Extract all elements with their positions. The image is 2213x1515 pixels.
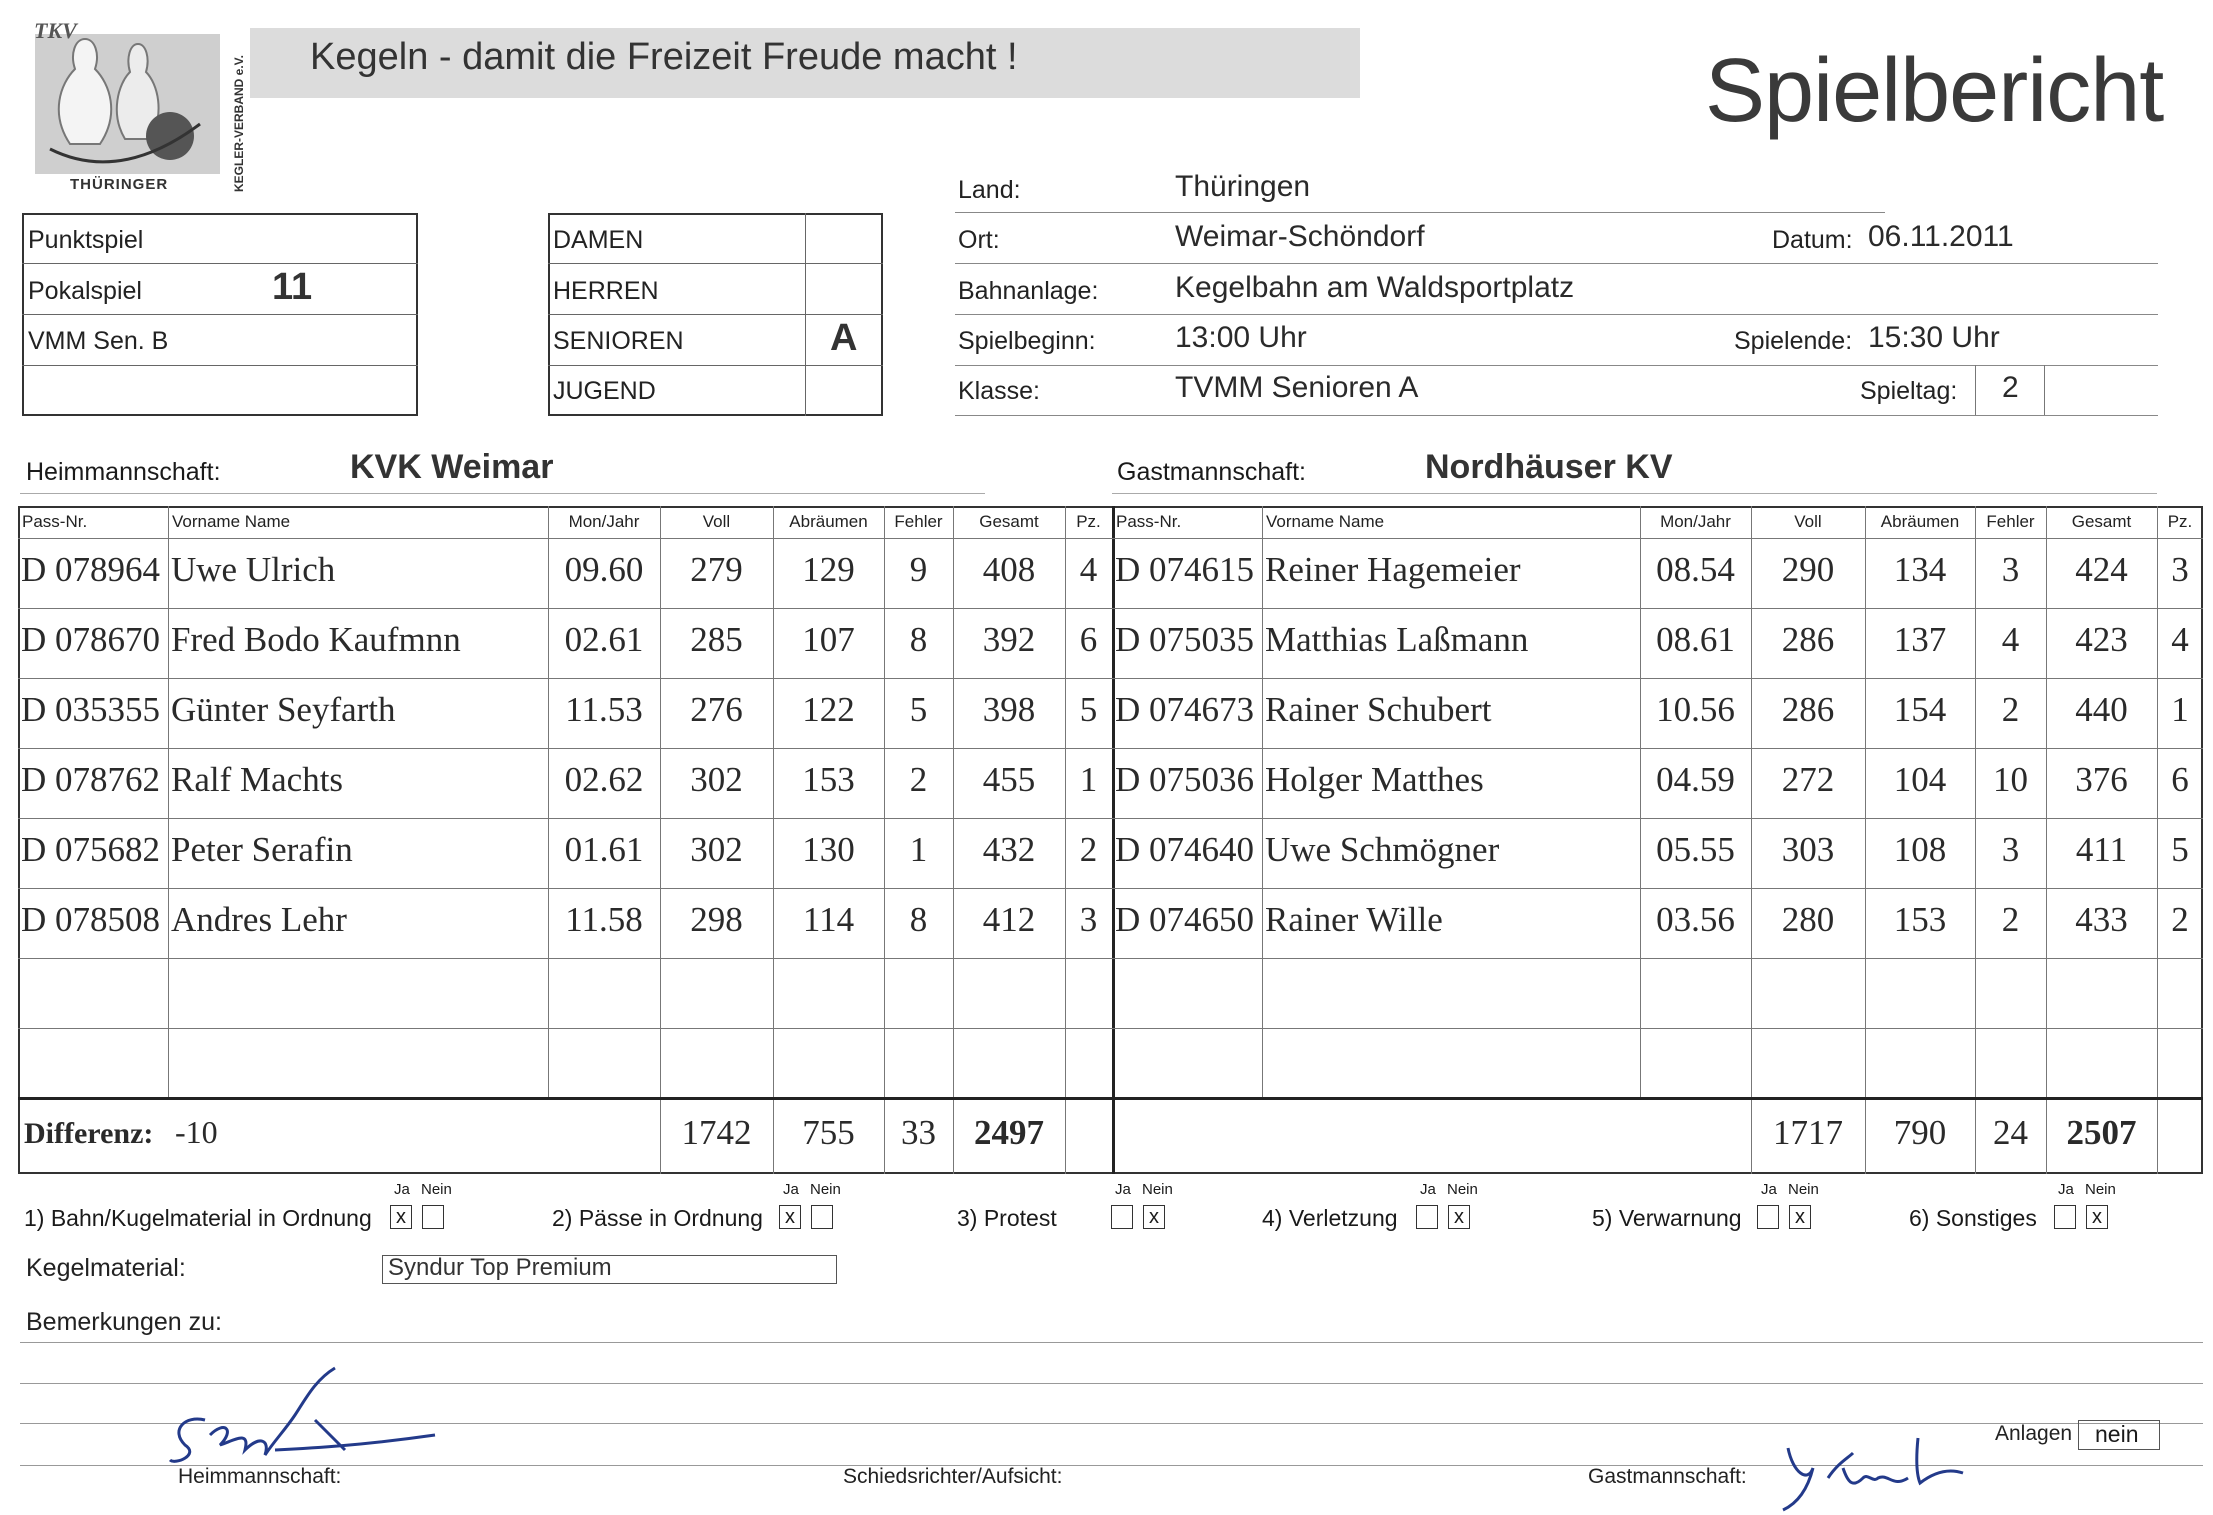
guest-cell-date: 05.55 bbox=[1656, 830, 1735, 869]
ja-label: Ja bbox=[1420, 1181, 1436, 1198]
ja-label: Ja bbox=[783, 1181, 799, 1198]
guest-cell-pz: 6 bbox=[2171, 760, 2189, 799]
guest-cell-name: Matthias Laßmann bbox=[1265, 620, 1529, 659]
home-total-fehler: 33 bbox=[901, 1113, 936, 1152]
guest-cell-ges: 440 bbox=[2075, 690, 2128, 729]
home-cell-pass: D 035355 bbox=[21, 690, 161, 729]
home-signature-label: Heimmannschaft: bbox=[178, 1465, 342, 1488]
home-signature bbox=[165, 1360, 445, 1475]
check-item-label: 3) Protest bbox=[957, 1205, 1057, 1231]
home-cell-ges: 408 bbox=[982, 550, 1036, 589]
home-col-header: Abräumen bbox=[789, 512, 868, 531]
spieltag-label: Spieltag: bbox=[1860, 377, 1958, 405]
home-cell-abr: 130 bbox=[802, 830, 855, 869]
guest-cell-ges: 424 bbox=[2075, 550, 2128, 589]
guest-col-header: Abräumen bbox=[1880, 512, 1960, 531]
guest-col-header: Gesamt bbox=[2071, 512, 2132, 531]
punktspiel-label: Punktspiel bbox=[28, 226, 144, 254]
guest-cell-abr: 153 bbox=[1893, 900, 1947, 939]
bahnanlage-label: Bahnanlage: bbox=[958, 277, 1099, 305]
home-cell-voll: 279 bbox=[690, 550, 743, 589]
vmm-label: VMM Sen. B bbox=[28, 327, 169, 355]
spielbeginn-value: 13:00 Uhr bbox=[1175, 321, 1307, 354]
ja-label: Ja bbox=[2058, 1181, 2074, 1198]
home-cell-date: 09.60 bbox=[564, 550, 644, 589]
home-cell-abr: 107 bbox=[802, 620, 855, 659]
ja-label: Ja bbox=[1115, 1181, 1131, 1198]
tkv-logo bbox=[30, 18, 250, 196]
home-cell-ges: 412 bbox=[982, 900, 1036, 939]
guest-cell-fehler: 3 bbox=[2001, 550, 2020, 589]
table-line bbox=[18, 538, 2203, 539]
guest-col-header: Fehler bbox=[1986, 512, 2035, 531]
guest-cell-name: Rainer Wille bbox=[1265, 900, 1443, 939]
home-col-header: Pz. bbox=[1076, 512, 1101, 531]
nein-label: Nein bbox=[810, 1181, 841, 1198]
guest-cell-pass: D 075035 bbox=[1115, 620, 1255, 659]
home-cell-abr: 114 bbox=[802, 900, 855, 939]
guest-cell-abr: 104 bbox=[1893, 760, 1947, 799]
home-col-header: Mon/Jahr bbox=[568, 512, 640, 531]
guest-cell-voll: 290 bbox=[1781, 550, 1835, 589]
senioren-value: A bbox=[830, 317, 858, 359]
check-item-label: 5) Verwarnung bbox=[1592, 1205, 1742, 1231]
guest-cell-pz: 5 bbox=[2171, 830, 2189, 869]
ort-label: Ort: bbox=[958, 226, 1000, 254]
guest-cell-ges: 433 bbox=[2075, 900, 2128, 939]
table-line bbox=[1262, 506, 1263, 1097]
home-cell-voll: 276 bbox=[690, 690, 743, 729]
table-line bbox=[18, 748, 2203, 749]
ja-label: Ja bbox=[394, 1181, 410, 1198]
home-cell-ges: 455 bbox=[982, 760, 1036, 799]
klasse-value: TVMM Senioren A bbox=[1175, 371, 1419, 404]
guest-cell-name: Holger Matthes bbox=[1265, 760, 1484, 799]
checkbox-ja[interactable] bbox=[1416, 1205, 1438, 1229]
home-cell-pz: 6 bbox=[1079, 620, 1098, 659]
home-cell-fehler: 8 bbox=[909, 620, 928, 659]
herren-label: HERREN bbox=[553, 277, 659, 305]
home-cell-fehler: 8 bbox=[909, 900, 928, 939]
home-col-header: Fehler bbox=[894, 512, 943, 531]
guest-cell-ges: 423 bbox=[2075, 620, 2128, 659]
guest-cell-date: 04.59 bbox=[1656, 760, 1735, 799]
kegelmaterial-value: Syndur Top Premium bbox=[388, 1254, 612, 1281]
guest-cell-date: 08.61 bbox=[1656, 620, 1735, 659]
jugend-label: JUGEND bbox=[553, 377, 656, 405]
home-total-ges: 2497 bbox=[974, 1113, 1044, 1152]
home-cell-pass: D 075682 bbox=[21, 830, 161, 869]
guest-cell-fehler: 2 bbox=[2001, 900, 2020, 939]
home-cell-pz: 3 bbox=[1079, 900, 1098, 939]
guest-cell-fehler: 2 bbox=[2001, 690, 2020, 729]
home-total-abr: 755 bbox=[802, 1113, 855, 1152]
checkbox-nein[interactable] bbox=[811, 1205, 833, 1229]
difference-value: -10 bbox=[175, 1114, 218, 1150]
home-cell-fehler: 5 bbox=[909, 690, 928, 729]
guest-cell-fehler: 3 bbox=[2001, 830, 2020, 869]
referee-signature-label: Schiedsrichter/Aufsicht: bbox=[843, 1465, 1063, 1488]
guest-total-ges: 2507 bbox=[2066, 1113, 2137, 1152]
slogan: Kegeln - damit die Freizeit Freude macht ! bbox=[310, 36, 1018, 78]
guest-cell-date: 03.56 bbox=[1656, 900, 1735, 939]
nein-label: Nein bbox=[421, 1181, 452, 1198]
guest-cell-pz: 4 bbox=[2171, 620, 2189, 659]
home-cell-ges: 398 bbox=[982, 690, 1036, 729]
home-cell-voll: 285 bbox=[690, 620, 743, 659]
guest-cell-date: 10.56 bbox=[1656, 690, 1735, 729]
home-cell-pass: D 078762 bbox=[21, 760, 161, 799]
home-cell-voll: 302 bbox=[690, 760, 743, 799]
page-title: Spielbericht bbox=[1705, 41, 2164, 141]
guest-cell-pz: 3 bbox=[2171, 550, 2189, 589]
home-cell-fehler: 2 bbox=[909, 760, 928, 799]
land-label: Land: bbox=[958, 176, 1021, 204]
home-cell-pass: D 078670 bbox=[21, 620, 161, 659]
home-team-label: Heimmannschaft: bbox=[26, 458, 221, 486]
guest-cell-voll: 280 bbox=[1781, 900, 1835, 939]
logo-side-text: KEGLER-VERBAND e.V. bbox=[232, 55, 246, 192]
check-item-label: 2) Pässe in Ordnung bbox=[552, 1205, 763, 1231]
senioren-label: SENIOREN bbox=[553, 327, 684, 355]
checkbox-nein[interactable]: x bbox=[1448, 1205, 1470, 1229]
guest-col-header: Vorname Name bbox=[1266, 512, 1385, 531]
home-cell-pass: D 078964 bbox=[21, 550, 161, 589]
home-cell-name: Fred Bodo Kaufmnn bbox=[171, 620, 461, 659]
checkbox-ja[interactable] bbox=[2054, 1205, 2076, 1229]
guest-team-label: Gastmannschaft: bbox=[1117, 458, 1306, 486]
table-line bbox=[18, 608, 2203, 609]
home-cell-abr: 129 bbox=[802, 550, 855, 589]
guest-cell-fehler: 4 bbox=[2001, 620, 2020, 659]
home-cell-date: 02.62 bbox=[564, 760, 644, 799]
logo-bottom-text: THÜRINGER bbox=[70, 176, 169, 193]
ort-value: Weimar-Schöndorf bbox=[1175, 220, 1425, 253]
home-cell-pass: D 078508 bbox=[21, 900, 161, 939]
home-cell-voll: 302 bbox=[690, 830, 743, 869]
klasse-label: Klasse: bbox=[958, 377, 1040, 405]
table-line bbox=[18, 818, 2203, 819]
home-cell-name: Peter Serafin bbox=[171, 830, 353, 869]
checkbox-ja[interactable]: x bbox=[390, 1205, 412, 1229]
table-line bbox=[168, 506, 169, 1097]
check-item-label: 4) Verletzung bbox=[1262, 1205, 1398, 1231]
guest-col-header: Pass-Nr. bbox=[1116, 512, 1182, 531]
home-cell-abr: 122 bbox=[802, 690, 855, 729]
kegelmaterial-label: Kegelmaterial: bbox=[26, 1254, 186, 1282]
checkbox-ja[interactable]: x bbox=[779, 1205, 801, 1229]
guest-team-name: Nordhäuser KV bbox=[1425, 448, 1673, 486]
guest-cell-abr: 154 bbox=[1893, 690, 1947, 729]
guest-cell-pass: D 074673 bbox=[1115, 690, 1255, 729]
guest-cell-voll: 272 bbox=[1781, 760, 1835, 799]
home-col-header: Voll bbox=[702, 512, 731, 531]
spieltag-value: 2 bbox=[2002, 371, 2019, 404]
home-team-name: KVK Weimar bbox=[350, 448, 554, 486]
guest-cell-pass: D 074650 bbox=[1115, 900, 1255, 939]
home-cell-pz: 2 bbox=[1079, 830, 1098, 869]
logo-tkv: TKV bbox=[34, 18, 77, 43]
guest-cell-name: Reiner Hagemeier bbox=[1265, 550, 1521, 589]
guest-col-header: Mon/Jahr bbox=[1660, 512, 1731, 531]
guest-signature bbox=[1768, 1428, 1968, 1513]
home-cell-date: 02.61 bbox=[564, 620, 644, 659]
guest-cell-pass: D 075036 bbox=[1115, 760, 1255, 799]
land-value: Thüringen bbox=[1175, 170, 1311, 203]
home-cell-date: 01.61 bbox=[564, 830, 644, 869]
guest-cell-pz: 1 bbox=[2171, 690, 2189, 729]
bahnanlage-value: Kegelbahn am Waldsportplatz bbox=[1175, 271, 1575, 304]
checkbox-ja[interactable] bbox=[1757, 1205, 1779, 1229]
pokalspiel-label: Pokalspiel bbox=[28, 277, 142, 305]
home-cell-fehler: 1 bbox=[909, 830, 928, 869]
home-cell-pz: 1 bbox=[1079, 760, 1098, 799]
bemerkungen-label: Bemerkungen zu: bbox=[26, 1308, 222, 1336]
guest-cell-pass: D 074640 bbox=[1115, 830, 1255, 869]
checkbox-nein[interactable] bbox=[422, 1205, 444, 1229]
guest-cell-voll: 303 bbox=[1781, 830, 1835, 869]
checkbox-nein[interactable]: x bbox=[1789, 1205, 1811, 1229]
ja-label: Ja bbox=[1761, 1181, 1777, 1198]
home-col-header: Pass-Nr. bbox=[22, 512, 88, 531]
home-cell-date: 11.58 bbox=[565, 900, 643, 939]
spielende-value: 15:30 Uhr bbox=[1868, 321, 2000, 354]
nein-label: Nein bbox=[1142, 1181, 1173, 1198]
guest-cell-ges: 411 bbox=[2075, 830, 2128, 869]
home-cell-ges: 432 bbox=[982, 830, 1036, 869]
spielende-label: Spielende: bbox=[1734, 327, 1853, 355]
anlagen-value: nein bbox=[2095, 1421, 2139, 1447]
table-line bbox=[18, 678, 2203, 679]
anlagen-label: Anlagen bbox=[1995, 1422, 2073, 1445]
check-item-label: 6) Sonstiges bbox=[1909, 1205, 2037, 1231]
table-line bbox=[18, 888, 2203, 889]
home-cell-name: Andres Lehr bbox=[171, 900, 347, 939]
pokalspiel-value: 11 bbox=[272, 266, 313, 308]
guest-cell-name: Uwe Schmögner bbox=[1265, 830, 1500, 869]
guest-cell-name: Rainer Schubert bbox=[1265, 690, 1492, 729]
datum-label: Datum: bbox=[1772, 226, 1853, 254]
summary-divider bbox=[18, 1097, 2203, 1100]
guest-total-voll: 1717 bbox=[1773, 1113, 1843, 1152]
guest-cell-fehler: 10 bbox=[1993, 760, 2028, 799]
home-col-header: Gesamt bbox=[979, 512, 1039, 531]
home-cell-date: 11.53 bbox=[565, 690, 643, 729]
check-item-label: 1) Bahn/Kugelmaterial in Ordnung bbox=[24, 1205, 372, 1231]
guest-cell-pass: D 074615 bbox=[1115, 550, 1255, 589]
guest-cell-ges: 376 bbox=[2075, 760, 2128, 799]
nein-label: Nein bbox=[1447, 1181, 1478, 1198]
table-line bbox=[18, 958, 2203, 959]
checkbox-nein[interactable]: x bbox=[1143, 1205, 1165, 1229]
guest-total-fehler: 24 bbox=[1993, 1113, 2028, 1152]
guest-cell-abr: 108 bbox=[1893, 830, 1947, 869]
table-line bbox=[1640, 506, 1641, 1097]
guest-col-header: Voll bbox=[1794, 512, 1822, 531]
home-cell-ges: 392 bbox=[982, 620, 1036, 659]
datum-value: 06.11.2011 bbox=[1868, 220, 2014, 253]
nein-label: Nein bbox=[1788, 1181, 1819, 1198]
guest-total-abr: 790 bbox=[1893, 1113, 1947, 1152]
difference-label: Differenz: bbox=[24, 1117, 154, 1150]
guest-cell-abr: 134 bbox=[1893, 550, 1947, 589]
home-cell-name: Günter Seyfarth bbox=[171, 690, 396, 729]
nein-label: Nein bbox=[2085, 1181, 2116, 1198]
guest-cell-pz: 2 bbox=[2171, 900, 2189, 939]
guest-cell-voll: 286 bbox=[1781, 620, 1835, 659]
guest-col-header: Pz. bbox=[2167, 512, 2193, 531]
damen-label: DAMEN bbox=[553, 226, 644, 254]
home-cell-name: Ralf Machts bbox=[171, 760, 344, 799]
home-col-header: Vorname Name bbox=[172, 512, 291, 531]
home-cell-voll: 298 bbox=[690, 900, 743, 939]
guest-signature-label: Gastmannschaft: bbox=[1588, 1465, 1747, 1488]
checkbox-nein[interactable]: x bbox=[2086, 1205, 2108, 1229]
home-cell-name: Uwe Ulrich bbox=[171, 550, 336, 589]
home-total-voll: 1742 bbox=[681, 1113, 752, 1152]
table-line bbox=[548, 506, 549, 1097]
spielbeginn-label: Spielbeginn: bbox=[958, 327, 1096, 355]
table-line bbox=[18, 1028, 2203, 1029]
home-cell-pz: 5 bbox=[1079, 690, 1098, 729]
checkbox-ja[interactable] bbox=[1111, 1205, 1133, 1229]
home-cell-pz: 4 bbox=[1079, 550, 1098, 589]
home-cell-fehler: 9 bbox=[909, 550, 928, 589]
guest-cell-abr: 137 bbox=[1893, 620, 1947, 659]
guest-cell-date: 08.54 bbox=[1656, 550, 1735, 589]
guest-cell-voll: 286 bbox=[1781, 690, 1835, 729]
home-cell-abr: 153 bbox=[802, 760, 855, 799]
